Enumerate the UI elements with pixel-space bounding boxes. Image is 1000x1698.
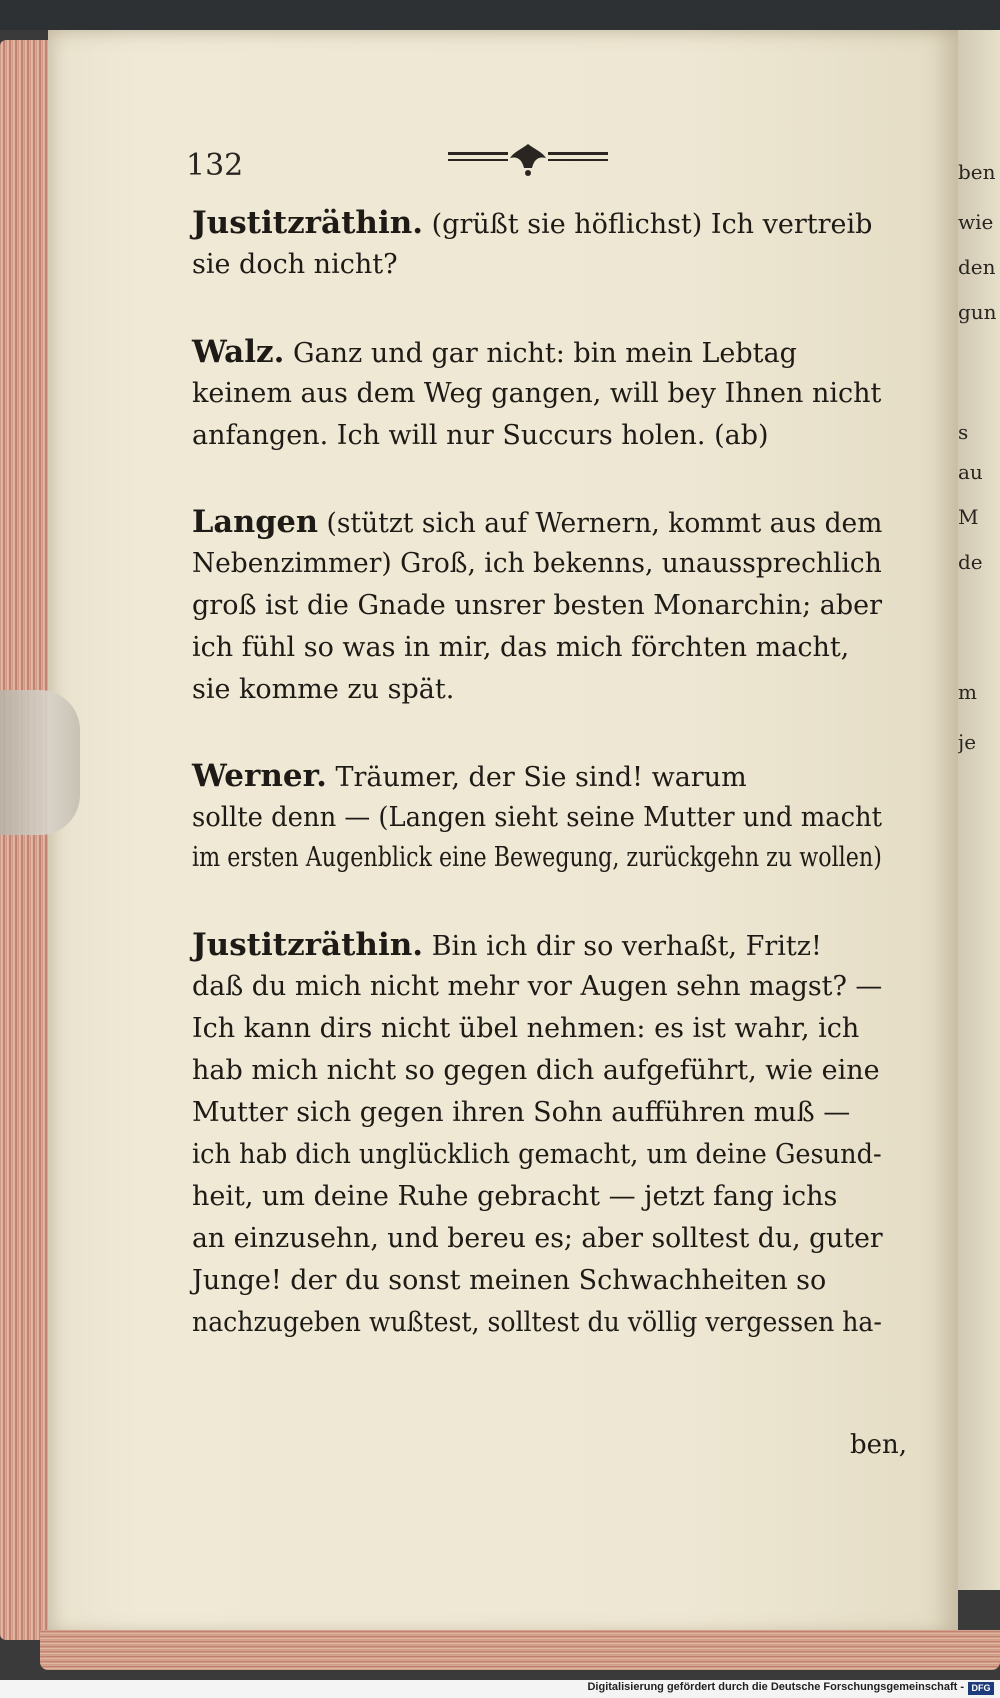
line-text: sie komme zu spät. [192, 674, 455, 705]
facing-page-fragment: gun [958, 300, 997, 324]
text-line [192, 1261, 826, 1301]
facing-page-fragment: s [958, 420, 969, 444]
text-line [192, 586, 882, 626]
text-line [192, 1135, 882, 1175]
dfg-logo: DFG [968, 1682, 994, 1695]
text-line [192, 502, 882, 544]
speaker-name: Justitzräthin. [192, 927, 424, 963]
text-line [192, 544, 882, 584]
text-line [192, 925, 822, 967]
line-text: sollte denn — (Langen sieht seine Mutter und macht [192, 802, 883, 833]
text-line [192, 332, 797, 374]
line-text: keinem aus dem Weg gangen, will bey Ihnen nicht [192, 378, 882, 409]
facing-page-fragment: m [958, 680, 977, 704]
text-line [192, 798, 882, 838]
line-text: Mutter sich gegen ihren Sohn aufführen muß — [192, 1097, 851, 1128]
text-line [192, 374, 881, 414]
text-line [192, 756, 747, 798]
line-text: (grüßt sie höflichst) Ich vertreib [423, 209, 873, 240]
line-text: groß ist die Gnade unsrer besten Monarchin; aber [192, 590, 883, 621]
line-text: nachzugeben wußtest, solltest du völlig vergessen ha- [192, 1307, 882, 1338]
facing-page-fragment: ben [958, 160, 996, 184]
line-text: ich fühl so was in mir, das mich förchten macht, [192, 632, 850, 663]
line-text: Ich kann dirs nicht übel nehmen: es ist wahr, ich [192, 1013, 860, 1044]
text-line [192, 967, 882, 1007]
line-text: sie doch nicht? [192, 249, 398, 280]
facing-page-fragment: den [958, 255, 996, 279]
text-line [192, 1051, 880, 1091]
line-text: (stützt sich auf Wernern, kommt aus dem [318, 508, 883, 539]
speaker-name: Justitzräthin. [192, 205, 424, 241]
line-text: ich hab dich unglücklich gemacht, um deine Gesund- [192, 1139, 882, 1170]
line-text: Träumer, der Sie sind! warum [326, 762, 747, 793]
line-text: Bin ich dir so verhaßt, Fritz! [423, 931, 822, 962]
facing-page-edge [955, 30, 1000, 1590]
text-line [192, 416, 769, 456]
text-line [192, 1219, 883, 1259]
text-line [192, 203, 872, 245]
text-line [192, 670, 454, 710]
line-text: Ganz und gar nicht: bin mein Lebtag [284, 338, 797, 369]
line-text: Nebenzimmer) Groß, ich bekenns, unaussprechlich [192, 548, 882, 579]
page-clip [0, 690, 80, 835]
line-text: heit, um deine Ruhe gebracht — jetzt fang ichs [192, 1181, 838, 1212]
speaker-name: Langen [192, 504, 319, 540]
text-line [192, 245, 398, 285]
line-text: im ersten Augenblick eine Bewegung, zurückgehn zu wollen) [192, 842, 882, 873]
facing-page-fragment: au [958, 460, 983, 484]
speaker-name: Walz. [192, 334, 285, 370]
text-line [192, 838, 882, 878]
speaker-name: Werner. [192, 758, 327, 794]
line-text: daß du mich nicht mehr vor Augen sehn magst? — [192, 971, 883, 1002]
page-number: 132 [186, 148, 244, 183]
facing-page-fragment: je [958, 730, 977, 754]
line-text: Junge! der du sonst meinen Schwachheiten so [192, 1265, 827, 1296]
facing-page-fragment: wie [958, 210, 994, 234]
line-text: hab mich nicht so gegen dich aufgeführt, wie eine [192, 1055, 880, 1086]
text-line [192, 1009, 859, 1049]
scan-top-border [0, 0, 1000, 30]
line-text: anfangen. Ich will nur Succurs holen. (ab) [192, 420, 769, 451]
footer-credit: Digitalisierung gefördert durch die Deutsche Forschungsgemeinschaft - [587, 1681, 964, 1693]
text-line [192, 1093, 850, 1133]
text-line [192, 628, 849, 668]
book-page-edges-bottom [40, 1630, 1000, 1670]
catchword: ben, [850, 1430, 908, 1460]
text-line [192, 1303, 882, 1343]
facing-page-fragment: M [958, 505, 979, 529]
facing-page-fragment: de [958, 550, 983, 574]
header-ornament [448, 140, 608, 180]
text-line [192, 1177, 837, 1217]
line-text: an einzusehn, und bereu es; aber solltest du, guter [192, 1223, 883, 1254]
